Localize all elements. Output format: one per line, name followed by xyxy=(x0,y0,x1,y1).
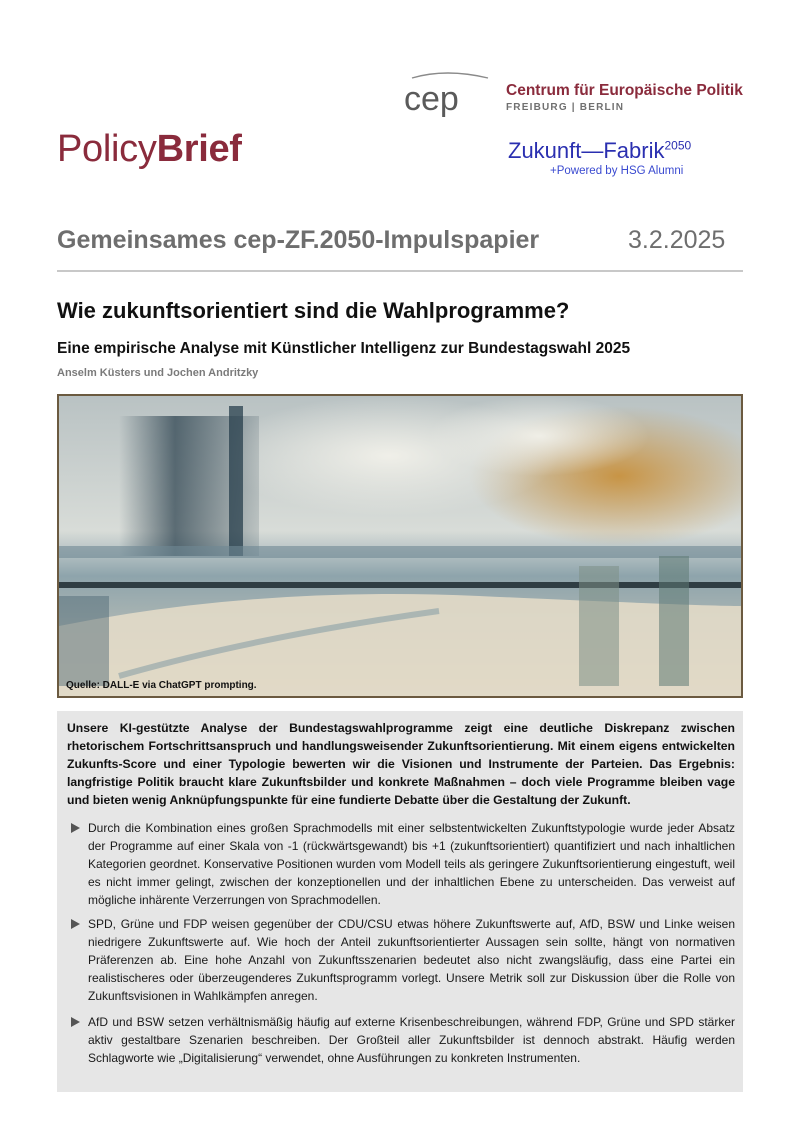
bullet-item xyxy=(67,1013,735,1073)
bullet-item xyxy=(67,915,735,1005)
zf-superscript: 2050 xyxy=(664,138,692,153)
cep-logo xyxy=(400,68,743,128)
triangle-bullet-icon xyxy=(71,823,80,833)
bullet-text: SPD, Grüne und FDP weisen gegenüber der CDU/CSU etwas höhere Zukunftswerte auf, AfD, BSW und Linke weisen niedrigere Zukunftswerte auf. Wie hoch der Anteil zukunftsorientierter Aussagen sein sollte, hängt von normativen Präferenzen ab. Eine hohe Anzahl von Zukunftsszenarien bedeutet also nicht zwangsläufig, dass eine Partei ein realistischeres oder überzeugenderes Zukunftsprogramm vorlegt. Unsere Metrik soll zur Diskussion über die Rolle von Zukunftsvisionen in Wahlkämpfen anregen. xyxy=(88,917,735,1003)
zf-tagline: +Powered by HSG Alumni xyxy=(550,165,684,177)
abstract-landscape-painting xyxy=(59,396,741,696)
page-subtitle: Eine empirische Analyse mit Künstlicher Intelligenz zur Bundestagswahl 2025 xyxy=(57,340,631,357)
svg-text:cep: cep xyxy=(404,80,459,118)
series-title xyxy=(57,128,242,171)
summary-lead: Unsere KI-gestützte Analyse der Bundestagswahlprogramme zeigt eine deutliche Diskrepanz zwischen rhetorischem Fortschrittsanspruch und handlungsweisender Zukunftsorientierung. Mit einem eigens entwickelten Zukunfts-Score und einer Typologie bewerten wir die Visionen und Instrumente der Parteien. Das Ergebnis: langfristige Politik braucht klare Zukunftsbilder und konkrete Maßnahmen – doch viele Programme bleiben vage und bieten wenig Anknüpfungspunkte für eine fundierte Debatte über die Gestaltung der Zukunft. xyxy=(67,721,735,807)
image-caption: Quelle: DALL-E via ChatGPT prompting. xyxy=(66,680,257,691)
cep-logo-mark xyxy=(400,68,492,124)
summary-box xyxy=(57,711,743,1092)
authors: Anselm Küsters und Jochen Andritzky xyxy=(57,367,259,379)
bullet-text: AfD und BSW setzen verhältnismäßig häufig auf externe Krisenbeschreibungen, während FDP, Grüne und SPD stärker aktiv gestaltbare Szenarien beschreiben. Der Großteil aller Zukunftsbilder ist dennoch abstrakt. Häufig werden Schlagworte wie „Digitalisierung“ verwendet, ohne Ausführungen zu konkreten Instrumenten. xyxy=(88,1015,735,1065)
series-title-regular: Policy xyxy=(57,128,157,170)
zukunft-fabrik-logo xyxy=(508,138,748,184)
bullet-text: Durch die Kombination eines großen Sprachmodells mit einer selbstentwickelten Zukunftstypologie wurde jeder Absatz der Programme auf einer Skala von -1 (rückwärtsgewandt) bis +1 (zukunftsorientiert) quantifiziert und nach inhaltlichen Kategorien geordnet. Konservative Positionen wurden vom Modell teils als geringere Zukunftsorientierung eingestuft, weil es nicht immer gelingt, zwischen der konzeptionellen und der inhaltlichen Ebene zu unterscheiden. Das verweist auf mögliche inhärente Verzerrungen von Sprachmodellen. xyxy=(88,821,735,907)
bullet-item xyxy=(67,819,735,909)
document-date: 3.2.2025 xyxy=(628,226,726,254)
triangle-bullet-icon xyxy=(71,919,80,929)
cover-image xyxy=(57,394,743,698)
zf-name: Zukunft—Fabrik xyxy=(508,138,665,163)
triangle-bullet-icon xyxy=(71,1017,80,1027)
header-divider xyxy=(57,270,743,272)
page-title: Wie zukunftsorientiert sind die Wahlprogramme? xyxy=(57,298,570,323)
document-type: Gemeinsames cep-ZF.2050-Impulspapier xyxy=(57,226,540,254)
cep-org-name: Centrum für Europäische Politik xyxy=(506,82,743,99)
cep-locations: FREIBURG | BERLIN xyxy=(506,102,625,113)
series-title-bold: Brief xyxy=(156,128,242,170)
